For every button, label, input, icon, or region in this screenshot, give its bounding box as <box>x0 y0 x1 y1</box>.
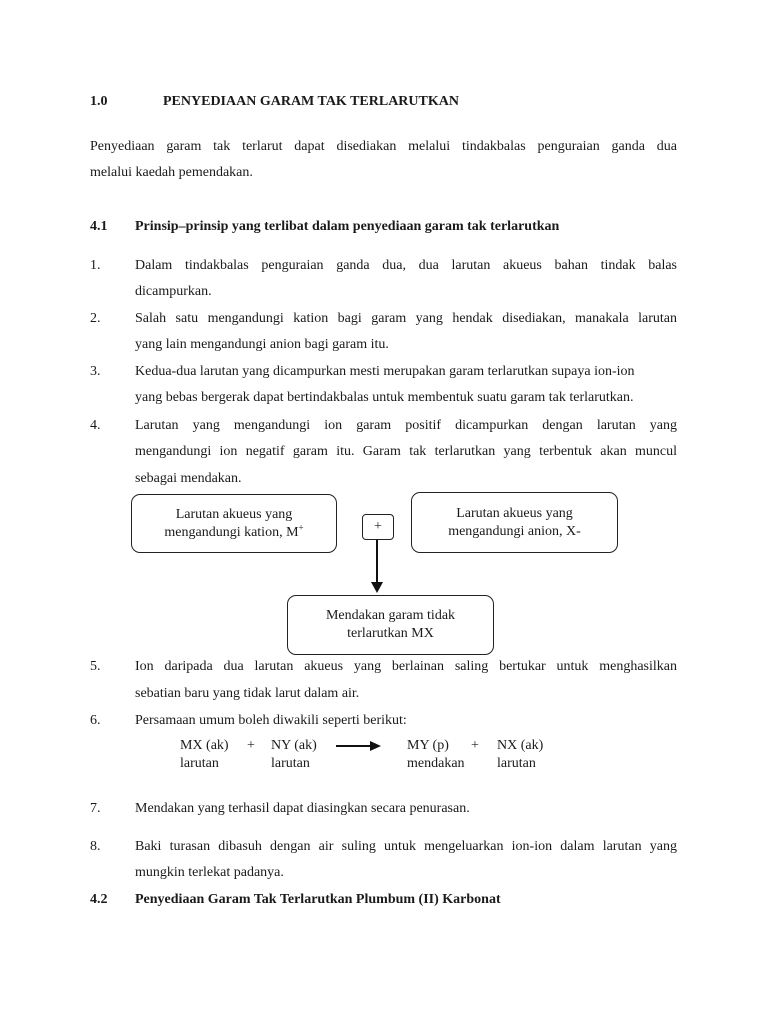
list-item-line: Salah satu mengandungi kation bagi garam yang hendak disediakan, manakala larutan <box>135 311 677 326</box>
anion-solution-box <box>411 492 618 553</box>
list-item-number: 2. <box>90 311 101 326</box>
cation-box-line-2: mengandungi kation, M+ <box>164 521 304 540</box>
anion-box-line-2: mengandungi anion, X- <box>448 523 581 539</box>
section-4-1-number: 4.1 <box>90 219 108 234</box>
equation-reactant-1: MX (ak) <box>180 738 229 753</box>
section-4-1-title: Prinsip–prinsip yang terlibat dalam penyediaan garam tak terlarutkan <box>135 219 560 234</box>
list-item-number: 8. <box>90 839 101 854</box>
precipitate-box-line-1: Mendakan garam tidak <box>325 608 456 623</box>
list-item-number: 5. <box>90 659 101 674</box>
list-item-line: yang lain mengandungi anion bagi garam itu. <box>135 337 389 352</box>
equation-product-2-state: larutan <box>497 756 536 771</box>
list-item-number: 6. <box>90 713 101 728</box>
anion-box-line-1: Larutan akueus yang <box>456 505 573 521</box>
list-item-line: mengandungi ion negatif garam itu. Garam tak terlarutkan yang terbentuk akan muncul <box>135 444 677 459</box>
heading-number: 1.0 <box>90 94 108 109</box>
equation-reactant-2: NY (ak) <box>271 738 317 753</box>
cation-solution-box <box>131 494 337 553</box>
equation-product-1: MY (p) <box>407 738 449 753</box>
list-item-line: Ion daripada dua larutan akueus yang berlainan saling bertukar untuk menghasilkan <box>135 659 677 674</box>
list-item-line: dicampurkan. <box>135 284 212 299</box>
cation-box-line-1: Larutan akueus yang <box>175 506 293 522</box>
equation-plus-1: + <box>247 738 255 753</box>
list-item-line: Dalam tindakbalas penguraian ganda dua, dua larutan akueus bahan tindak balas <box>135 258 677 273</box>
down-arrow-icon <box>368 540 386 594</box>
equation-product-2: NX (ak) <box>497 738 544 753</box>
precipitate-box-line-2: terlarutkan MX <box>347 626 434 641</box>
equation-reactant-1-state: larutan <box>180 756 219 771</box>
equation-plus-2: + <box>471 738 479 753</box>
section-4-2-title: Penyediaan Garam Tak Terlarutkan Plumbum (II) Karbonat <box>135 892 501 907</box>
list-item-line: Persamaan umum boleh diwakili seperti berikut: <box>135 713 407 728</box>
page-title: PENYEDIAAN GARAM TAK TERLARUTKAN <box>163 94 459 109</box>
precipitate-box <box>287 595 494 655</box>
cation-charge: + <box>298 521 304 532</box>
plus-box: + <box>362 514 394 540</box>
list-item-line: Kedua-dua larutan yang dicampurkan mesti merupakan garam terlarutkan supaya ion-ion <box>135 364 635 379</box>
intro-line-1: Penyediaan garam tak terlarut dapat disediakan melalui tindakbalas penguraian ganda dua <box>90 139 677 154</box>
list-item-number: 7. <box>90 801 101 816</box>
list-item-number: 1. <box>90 258 101 273</box>
list-item-line: Mendakan yang terhasil dapat diasingkan secara penurasan. <box>135 801 470 816</box>
list-item-line: yang bebas bergerak dapat bertindakbalas untuk membentuk suatu garam tak terlarutkan. <box>135 390 634 405</box>
list-item-line: sebagai mendakan. <box>135 471 242 486</box>
list-item-line: mungkin terlekat padanya. <box>135 865 284 880</box>
list-item-number: 4. <box>90 418 101 433</box>
list-item-number: 3. <box>90 364 101 379</box>
section-4-2-number: 4.2 <box>90 892 108 907</box>
list-item-line: Baki turasan dibasuh dengan air suling untuk mengeluarkan ion-ion dalam larutan yang <box>135 839 677 854</box>
reaction-arrow-icon <box>336 740 382 752</box>
equation-product-1-state: mendakan <box>407 756 465 771</box>
list-item-line: Larutan yang mengandungi ion garam positif dicampurkan dengan larutan yang <box>135 418 677 433</box>
list-item-line: sebatian baru yang tidak larut dalam air. <box>135 686 360 701</box>
intro-line-2: melalui kaedah pemendakan. <box>90 165 253 180</box>
equation-reactant-2-state: larutan <box>271 756 310 771</box>
